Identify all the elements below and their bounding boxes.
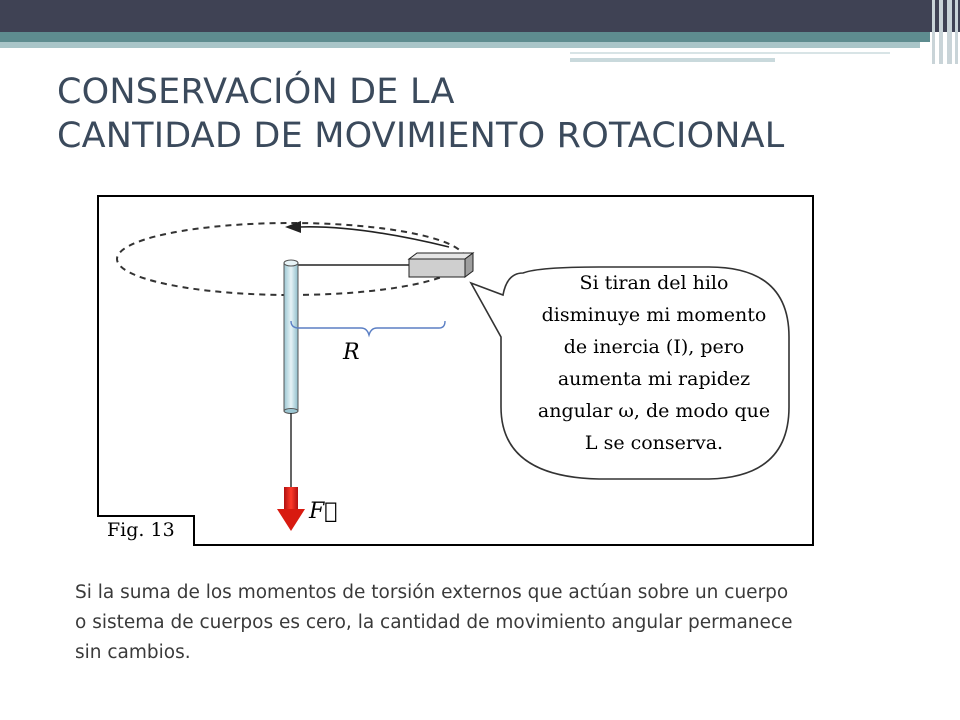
header-thin-line [570, 58, 775, 62]
radius-brace [291, 321, 445, 335]
figure-panel [97, 195, 814, 546]
description-line: Si la suma de los momentos de torsión externos que actúan sobre un cuerpo [75, 582, 789, 603]
tube [284, 263, 298, 411]
description-line: o sistema de cuerpos es cero, la cantidad de movimiento angular permanece [75, 612, 793, 633]
force-arrow [284, 487, 298, 509]
description-paragraph [75, 578, 935, 668]
description-line: sin cambios. [75, 642, 191, 663]
slide-title-line-1: CONSERVACIÓN DE LA [57, 72, 455, 112]
bubble-line: aumenta mi rapidez [557, 368, 751, 390]
force-label: F⃗ [309, 499, 338, 524]
header-accent-bar [0, 32, 930, 42]
bubble-line: de inercia (I), pero [563, 336, 745, 358]
slide-title-line-2: CANTIDAD DE MOVIMIENTO ROTACIONAL [57, 116, 785, 156]
radius-label: R [343, 340, 360, 365]
bubble-line: disminuye mi momento [541, 304, 767, 326]
header-stripes [930, 0, 960, 64]
slide-title [57, 70, 917, 158]
bubble-line: L se conserva. [584, 432, 724, 454]
header-thin-line [570, 52, 890, 54]
speech-bubble-text [513, 267, 795, 459]
header-accent-line [0, 42, 920, 48]
block [409, 253, 473, 259]
figure-caption: Fig. 13 [107, 519, 175, 541]
header-bar [0, 0, 960, 32]
figure-caption-box [97, 515, 195, 546]
bubble-line: Si tiran del hilo [579, 272, 729, 294]
bubble-line: angular ω, de modo que [537, 400, 771, 422]
